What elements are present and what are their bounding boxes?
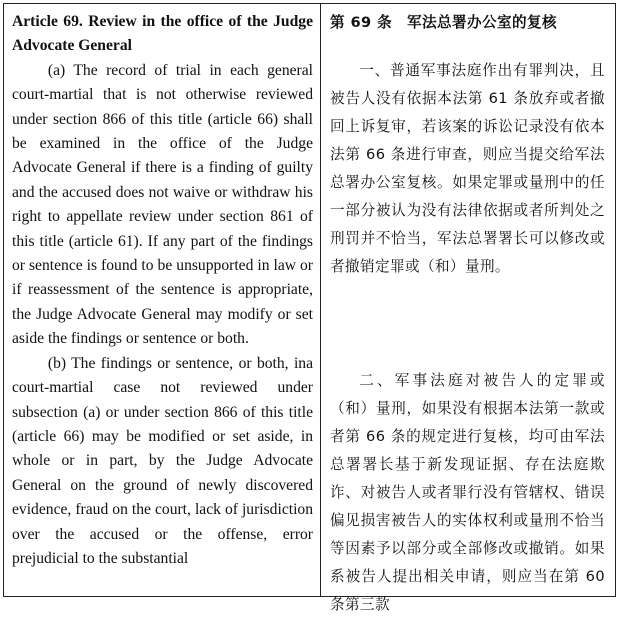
english-article-title: Article 69. Review in the office of the Judge Advocate General (12, 13, 313, 55)
chinese-article-title: 第 69 条 军法总署办公室的复核 (330, 14, 557, 31)
paragraph-spacer (330, 281, 605, 367)
english-paragraph-b: (b) The findings or sentence, or both, ina court-martial case not reviewed under subsection (a) or under section 866 of this title (article 66) may be modified or set aside, in whole or in part, by the Judge Advocate General on the ground of newly discovered evidence, fraud on the court, lack of jurisdiction over the accused or the offense, error prejudicial to the substantial (12, 354, 313, 567)
english-paragraph-a: (a) The record of trial in each general court-martial that is not otherwise reviewed under section 866 of this title (article 66) shall be examined in the office of the Judge Advocate General if there is a finding of guilty and the accused does not waive or withdraw his right to appellate review under section 861 of this title (article 61). If any part of the findings or sentence is found to be unsupported in law or if reassessment of the sentence is appropriate, the Judge Advocate General may modify or set aside the findings or sentence or both. (12, 61, 313, 348)
chinese-paragraph-2: 二、军事法庭对被告人的定罪或（和）量刑，如果没有根据本法第一款或者第 66 条的规定进行复核，均可由军法总署署长基于新发现证据、存在法庭欺诈、对被告人或者罪行没有管辖权、错误偏见损害被告人的实体权利或量刑不恰当等因素予以部分或全部修改或撤销。如果系被告人提出相关申请，则应当在第 60 条第三款 (330, 372, 605, 613)
chinese-column (321, 4, 615, 613)
english-column (4, 4, 321, 596)
chinese-paragraph-1: 一、普通军事法庭作出有罪判决，且被告人没有依据本法第 61 条放弃或者撤回上诉复审，若该案的诉讼记录没有依本法第 66 条进行审查，则应当提交给军法总署办公室复核。如果定罪或量刑中的任一部分被认为没有法律依据或者所判处之刑罚并不恰当，军法总署署长可以修改或者撤销定罪或（和）量刑。 (330, 62, 605, 275)
bilingual-table (3, 3, 616, 613)
